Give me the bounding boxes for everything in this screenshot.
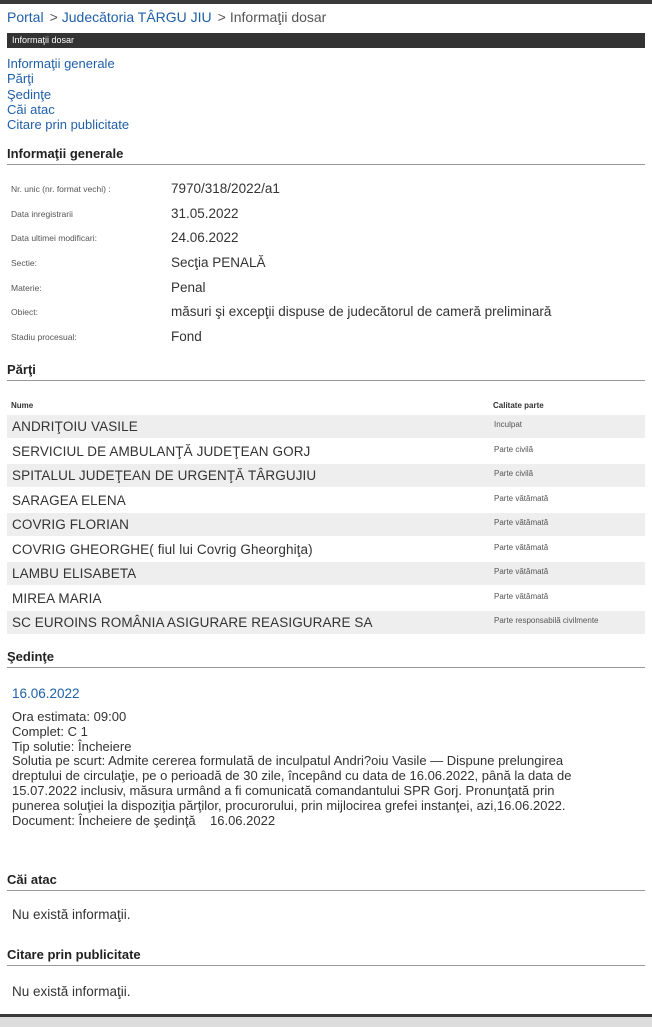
party-role: Parte civilă [494, 445, 534, 454]
party-role: Parte vătămată [494, 518, 549, 527]
session-estimated-time: Ora estimata: 09:00 [12, 709, 127, 724]
party-name: SERVICIUL DE AMBULANŢĂ JUDEŢEAN GORJ [12, 444, 311, 459]
info-label: Obiect: [11, 307, 38, 317]
bottom-border [0, 1014, 652, 1027]
party-row [7, 513, 645, 536]
info-value: 7970/318/2022/a1 [171, 181, 280, 196]
session-solution-type: Tip solutie: Încheiere [12, 738, 132, 754]
info-row-case-number [11, 181, 641, 201]
info-value: 31.05.2022 [171, 206, 239, 221]
session-document: Document: Încheiere de şedinţă 16.06.2022 [12, 812, 276, 828]
info-row-procedural-stage [11, 329, 641, 349]
section-title-appeals: Căi atac [7, 872, 645, 891]
party-role: Parte responsabilă civilmente [494, 616, 599, 625]
session-date: 16.06.2022 [12, 686, 80, 701]
nav-link-publicity-summons[interactable]: Citare prin publicitate [7, 117, 130, 133]
nav-link-parties[interactable]: Părţi [7, 71, 34, 87]
party-row [7, 489, 645, 512]
info-label: Materie: [11, 283, 42, 293]
info-label: Nr. unic (nr. format vechi) : [11, 184, 111, 194]
section-title-general-info: Informaţii generale [7, 146, 645, 165]
party-role: Parte vătămată [494, 543, 549, 552]
nav-link-sessions[interactable]: Şedinţe [7, 86, 52, 102]
party-row [7, 562, 645, 585]
party-row [7, 587, 645, 610]
party-name: SC EUROINS ROMÂNIA ASIGURARE REASIGURARE SA [12, 615, 373, 630]
info-value: Penal [171, 280, 206, 295]
party-role: Parte civilă [494, 469, 534, 478]
info-row-matter [11, 280, 641, 300]
party-name: SARAGEA ELENA [12, 493, 126, 508]
case-info-header-bar: Informaţii dosar [7, 33, 645, 48]
party-row [7, 464, 645, 487]
info-label: Stadiu procesual: [11, 332, 77, 342]
party-row [7, 440, 645, 463]
breadcrumb-portal-link[interactable]: Portal [7, 9, 44, 25]
parties-column-header-name: Nume [11, 401, 34, 410]
session-solution-summary-line: dreptului de circulaţie, pe o perioadă de 30 zile, începând cu data de 16.06.2022, până la data de [12, 768, 572, 784]
info-label: Sectie: [11, 258, 37, 268]
party-role: Inculpat [494, 420, 523, 429]
party-role: Parte vătămată [494, 567, 549, 576]
section-title-sessions: Şedinţe [7, 649, 645, 668]
party-name: COVRIG GHEORGHE( fiul lui Covrig Gheorghiţa) [12, 542, 313, 557]
breadcrumb-court-link[interactable]: Judecătoria TÂRGU JIU [61, 9, 212, 25]
info-row-last-modified [11, 230, 641, 250]
publicity-empty-message: Nu există informaţii. [12, 984, 131, 999]
party-row [7, 611, 645, 634]
party-name: MIREA MARIA [12, 591, 102, 606]
info-row-section [11, 255, 641, 275]
session-solution-summary-line: punerea soluţiei la dispoziţia părţilor, procurorului, prin mijlocirea grefei instanţei, azi,16.06.2022. [12, 797, 566, 813]
info-label: Data inregistrarii [11, 209, 73, 219]
info-label: Data ultimei modificari: [11, 233, 97, 243]
session-panel: Complet: C 1 [12, 723, 88, 739]
info-value: măsuri şi excepţii dispuse de judecătorul de cameră preliminară [171, 304, 552, 319]
info-value: Fond [171, 329, 202, 344]
parties-column-header-role: Calitate parte [493, 401, 544, 410]
party-name: LAMBU ELISABETA [12, 566, 137, 581]
top-border [0, 0, 652, 4]
appeals-empty-message: Nu există informaţii. [12, 907, 131, 922]
section-title-parties: Părţi [7, 362, 645, 381]
section-nav [7, 56, 129, 132]
session-solution-summary-line: Solutia pe scurt: Admite cererea formulată de inculpatul Andri?oiu Vasile — Dispune prelungirea [12, 753, 564, 769]
party-name: COVRIG FLORIAN [12, 517, 129, 532]
nav-link-appeals[interactable]: Căi atac [7, 101, 55, 117]
info-row-object [11, 304, 641, 324]
party-role: Parte vătămată [494, 494, 549, 503]
party-name: SPITALUL JUDEŢEAN DE URGENŢĂ TÂRGUJIU [12, 468, 317, 483]
party-name: ANDRIŢOIU VASILE [12, 419, 138, 434]
breadcrumb-separator: > [217, 9, 226, 25]
nav-link-general-info[interactable]: Informaţii generale [7, 56, 115, 71]
breadcrumb-current: Informaţii dosar [229, 9, 327, 25]
breadcrumb [7, 9, 326, 25]
session-solution-summary-line: 15.07.2022 inclusiv, măsura urmând a fi comunicată comandantului SPR Gorj. Pronunţată prin [12, 782, 555, 798]
party-role: Parte vătămată [494, 592, 549, 601]
section-title-publicity-summons: Citare prin publicitate [7, 947, 645, 966]
session-details [12, 710, 632, 828]
info-value: Secţia PENALĂ [171, 255, 266, 270]
party-row [7, 415, 645, 438]
party-row [7, 538, 645, 561]
breadcrumb-separator: > [49, 9, 58, 25]
info-row-registration-date [11, 206, 641, 226]
info-value: 24.06.2022 [171, 230, 239, 245]
